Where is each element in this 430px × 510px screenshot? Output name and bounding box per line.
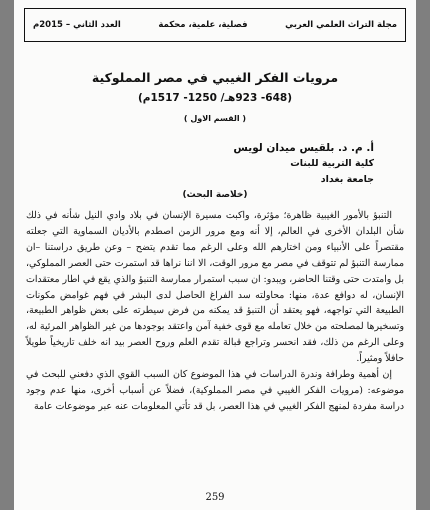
page-number: 259 <box>205 492 225 503</box>
journal-issue: العدد الثاني – 2015م <box>33 20 121 30</box>
author-name: أ. م. د. بلقيس ميدان لويس <box>233 142 374 154</box>
abstract-body <box>26 208 404 415</box>
author-college: كلية التربية للبنات <box>290 158 374 169</box>
document-page <box>14 0 416 510</box>
journal-type: فصلية، علمية، محكمة <box>158 20 248 30</box>
author-block <box>233 140 374 188</box>
abstract-paragraph: إن أهمية وطرافة وندرة الدراسات في هذا الموضوع كان السبب القوي الذي دفعني للبحث في موضوعه: (مرويات الفكر الغيبي في مصر المملوكية)، فضلاً عن أسباب أخرى، منها عدم وجود دراسة مفردة لمنهج الفكر الغيبي في هذا العصر، بل قد تأتي المعلومات عنه عبر موضوعات عامة <box>26 369 404 412</box>
journal-header <box>24 8 406 42</box>
abstract-heading: (خلاصة البحث) <box>182 190 248 200</box>
article-part: ( القسم الاول ) <box>183 114 247 123</box>
abstract-paragraph: التنبؤ بالأمور الغيبية ظاهرة؛ مؤثرة، واكبت مسيرة الإنسان في بلاد وادي النيل شأنه في ذلك شأن البلدان الأخرى في العالم، إلا أنه ومع مرور الزمن اصطدم بالأديان السماوية التي جعلته مقتصراً على الأنبياء ومن اختارهم الله وعلى الرغم مما تقدم يتضح – وعن طريق دراستنا –ان ممارسة التنبؤ لم تتوقف في مصر مع مرور الوقت، الا اننا نراها قد استمرت حتى العصر المملوكي، بل وامتدت حتى وقتنا الحاضر، ويبدو: ان سبب استمرار ممارسة التنبؤ والذي يقع في اطار معتقدات الإنسان، له دوافع عدة، منها: محاولته سد الفراغ الحاصل لدى البشر في فهم غوامض مكونات الطبيعة التي تواجهه، فهو يعتقد أن التنبؤ قد يمكنه من فرض سيطرته على بعض ظواهر الطبيعة، وتسخيرها لمصلحته من خلال تعامله مع قوى خفية آمن واعتقد بوجودها من غير الظواهر المرئية له، وعلى الرغم من ذلك، فقد انحسر وتراجع قبالة تقدم العلم وروح العصر بيد انه خلف تاريخياً طويلاً حافلاً ومثيراً. <box>26 210 404 365</box>
journal-name: مجلة التراث العلمي العربي <box>285 20 397 30</box>
author-university: جامعة بغداد <box>320 174 374 185</box>
article-dates: (648- 923هـ/ 1250- 1517م) <box>137 92 293 104</box>
article-title: مرويات الفكر الغيبي في مصر المملوكية <box>91 70 339 85</box>
